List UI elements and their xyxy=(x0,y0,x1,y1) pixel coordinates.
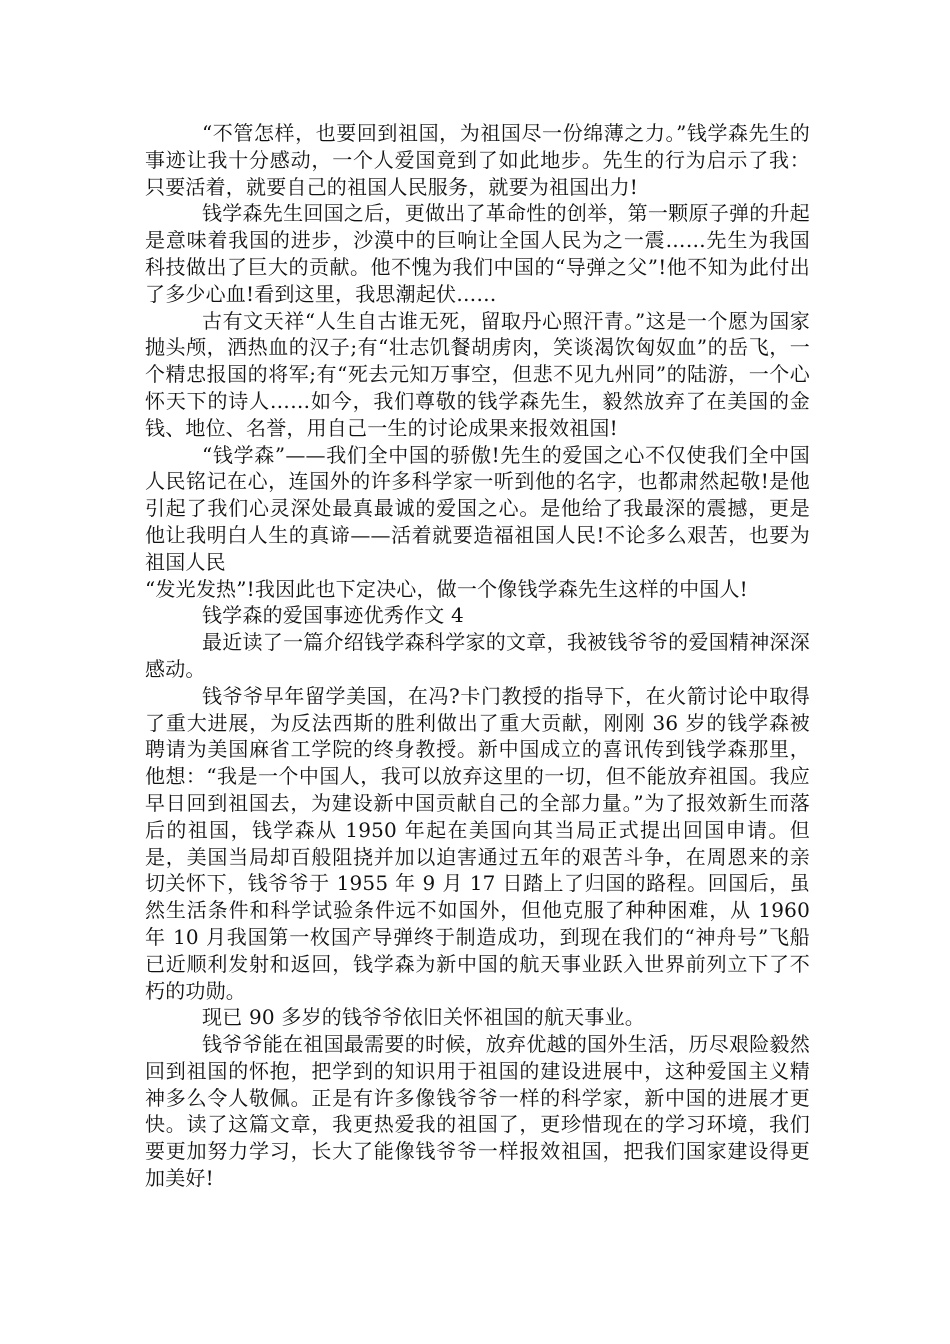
paragraph-biography: 钱爷爷早年留学美国，在冯?卡门教授的指导下，在火箭讨论中取得了重大进展，为反法西斯的胜利做出了重大贡献，刚刚 36 岁的钱学森被聘请为美国麻省工学院的终身教授。新中国成立的喜讯传到钱学森那里，他想：“我是一个中国人，我可以放弃这里的一切，但不能放弃祖国。我应早日回到祖国去，为建设新中国贡献自己的全部力量。”为了报效新生而落后的祖国，钱学森从 1950 年起在美国向其当局正式提出回国申请。但是，美国当局却百般阻挠并加以迫害通过五年的艰苦斗争，在周恩来的亲切关怀下，钱爷爷于 1955 年 9 月 17 日踏上了归国的路程。回国后，虽然生活条件和科学试验条件远不如国外，但他克服了种种困难，从 1960 年 10 月我国第一枚国产导弹终于制造成功，到现在我们的“神舟号”飞船已近顺利发射和返回，钱学森为新中国的航天事业跃入世界前列立下了不朽的功勋。 xyxy=(145,683,810,1003)
document-page xyxy=(145,120,810,1192)
paragraph-pride-of-china: “钱学森”——我们全中国的骄傲!先生的爱国之心不仅使我们全中国人民铭记在心，连国外的许多科学家一听到他的名字，也都肃然起敬!是他引起了我们心灵深处最真最诚的爱国之心。是他给了我最深的震撼，更是他让我明白人生的真谛——活着就要造福祖国人民!不论多么艰苦，也要为祖国人民 xyxy=(145,442,810,574)
paragraph-conclusion: 钱爷爷能在祖国最需要的时候，放弃优越的国外生活，历尽艰险毅然回到祖国的怀抱，把学到的知识用于祖国的建设进展中，这种爱国主义精神多么令人敬佩。正是有许多像钱爷爷一样的科学家，新中国的进展才更快。读了这篇文章，我更热爱我的祖国了，更珍惜现在的学习环境，我们要更加努力学习，长大了能像钱爷爷一样报效祖国，把我们国家建设得更加美好! xyxy=(145,1032,810,1191)
paragraph-historical-patriots: 古有文天祥“人生自古谁无死，留取丹心照汗青。”这是一个愿为国家抛头颅，洒热血的汉子;有“壮志饥餐胡虏肉，笑谈渴饮匈奴血”的岳飞，一个精忠报国的将军;有“死去元知万事空，但悲不见九州同”的陆游，一个心怀天下的诗人……如今，我们尊敬的钱学森先生，毅然放弃了在美国的金钱、地位、名誉，用自己一生的讨论成果来报效祖国! xyxy=(145,308,810,440)
paragraph-still-caring: 现已 90 多岁的钱爷爷依旧关怀祖国的航天事业。 xyxy=(202,1005,645,1030)
paragraph-return-to-motherland: “不管怎样，也要回到祖国，为祖国尽一份绵薄之力。”钱学森先生的事迹让我十分感动，一个人爱国竟到了如此地步。先生的行为启示了我：只要活着，就要自己的祖国人民服务，就要为祖国出力! xyxy=(145,121,810,199)
section-title: 钱学森的爱国事迹优秀作文 4 xyxy=(202,603,464,628)
paragraph-intro: 最近读了一篇介绍钱学森科学家的文章，我被钱爷爷的爱国精神深深感动。 xyxy=(145,630,810,681)
paragraph-determination: “发光发热”!我因此也下定决心，做一个像钱学森先生这样的中国人! xyxy=(145,576,748,601)
paragraph-atomic-bomb: 钱学森先生回国之后，更做出了革命性的创举，第一颗原子弹的升起是意味着我国的进步，沙漠中的巨响让全国人民为之一震……先生为我国科技做出了巨大的贡献。他不愧为我们中国的“导弹之父”!他不知为此付出了多少心血!看到这里，我思潮起伏…… xyxy=(145,201,810,306)
